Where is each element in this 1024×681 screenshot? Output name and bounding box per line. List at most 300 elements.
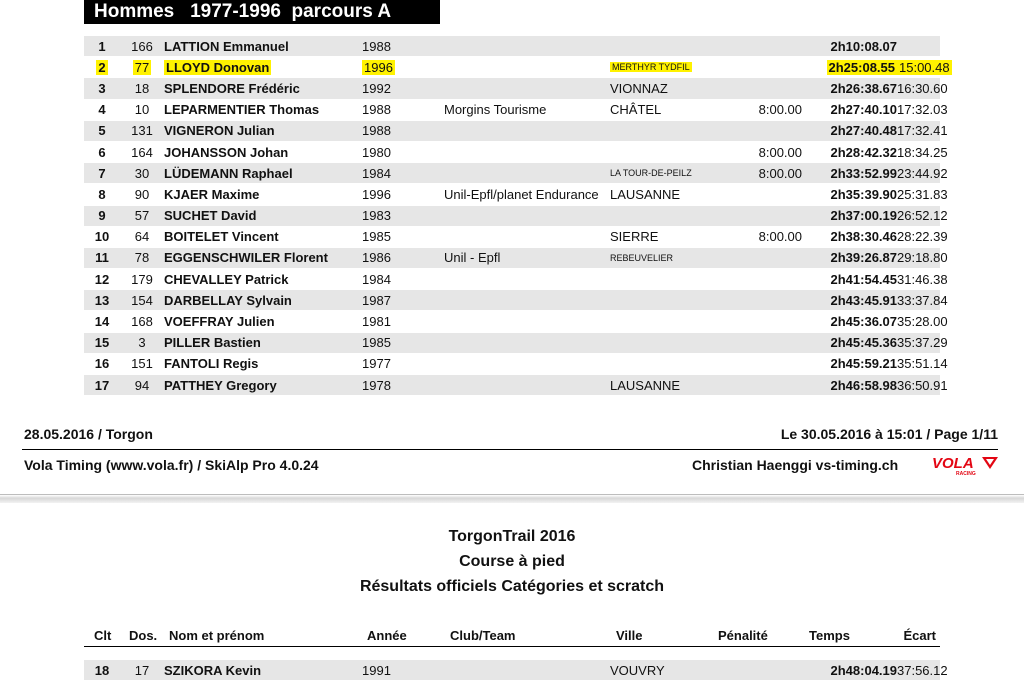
footer-date-place: 28.05.2016 / Torgon (24, 426, 153, 442)
header-rank: Clt (94, 628, 112, 643)
cell-year (362, 290, 444, 311)
cell-club-text: Unil-Epfl/planet Endurance (444, 186, 599, 202)
table-row (84, 311, 940, 332)
cell-name-text: PATTHEY Gregory (164, 377, 277, 393)
cell-gap (897, 311, 948, 332)
table-row (84, 99, 940, 120)
cell-time (802, 269, 897, 290)
cell-year-text: 1985 (362, 229, 391, 245)
cell-city (610, 660, 714, 681)
cell-year (362, 205, 444, 226)
cell-penalty (714, 141, 802, 162)
table-row (84, 247, 940, 268)
results-table (84, 36, 950, 396)
cell-city (610, 57, 714, 78)
cell-time-text: 2h48:04.19 (830, 662, 897, 678)
cell-gap (897, 36, 940, 57)
cell-name (164, 247, 362, 268)
cell-rank-text: 3 (98, 80, 106, 96)
cell-name-text: VOEFFRAY Julien (164, 314, 275, 330)
cell-year (362, 311, 444, 332)
cell-gap-text: 18:34.25 (897, 144, 948, 160)
cell-name-text: FANTOLI Regis (164, 356, 259, 372)
cell-time-text: 2h39:26.87 (830, 250, 897, 266)
cell-dos-text: 179 (131, 271, 153, 287)
cell-name (164, 269, 362, 290)
cell-club (444, 226, 610, 247)
cell-penalty (714, 184, 802, 205)
cell-dos (120, 163, 164, 184)
cell-rank (84, 311, 120, 332)
cell-city (610, 290, 714, 311)
cell-rank-text: 13 (94, 292, 110, 308)
header-time: Temps (809, 628, 850, 643)
cell-gap-text: 16:30.60 (897, 80, 948, 96)
cell-name-text: BOITELET Vincent (164, 229, 279, 245)
cell-dos (120, 99, 164, 120)
cell-dos-text: 17 (134, 662, 150, 678)
cell-gap-text: 36:50.91 (897, 377, 948, 393)
cell-city (610, 36, 714, 57)
cell-city (610, 269, 714, 290)
cell-gap (897, 99, 948, 120)
category-banner: Hommes 1977-1996 parcours A (84, 0, 440, 24)
cell-year (362, 247, 444, 268)
cell-penalty-text: 8:00.00 (758, 102, 802, 118)
cell-penalty (714, 36, 802, 57)
cell-time (802, 141, 897, 162)
vola-logo (930, 454, 1000, 476)
cell-city-text: LAUSANNE (610, 377, 681, 393)
cell-gap-text: 17:32.41 (897, 123, 948, 139)
cell-year (362, 163, 444, 184)
cell-rank (84, 120, 120, 141)
cell-name (164, 141, 362, 162)
cell-time-text: 2h26:38.67 (830, 80, 897, 96)
cell-penalty (714, 375, 802, 396)
cell-year-text: 1977 (362, 356, 391, 372)
cell-name (164, 332, 362, 353)
cell-gap (897, 332, 948, 353)
cell-club-text: Morgins Tourisme (444, 102, 547, 118)
cell-club-text: Unil - Epfl (444, 250, 501, 266)
cell-rank (84, 226, 120, 247)
cell-rank (84, 36, 120, 57)
cell-dos (120, 205, 164, 226)
cell-time-text: 2h45:36.07 (830, 314, 897, 330)
cell-dos-text: 131 (131, 123, 153, 139)
cell-name (164, 353, 362, 374)
cell-city-text: REBEUVELIER (610, 252, 674, 263)
cell-club (444, 375, 610, 396)
cell-gap-text: 15:00.48 (899, 59, 950, 75)
cell-club (444, 269, 610, 290)
cell-rank-text: 7 (98, 165, 106, 181)
cell-dos-text: 10 (134, 102, 150, 118)
cell-rank-text: 2 (98, 59, 106, 75)
cell-gap (897, 226, 948, 247)
footer-rule (22, 449, 998, 450)
cell-rank-text: 16 (94, 356, 110, 372)
cell-rank-text: 14 (94, 314, 110, 330)
cell-time-text: 2h43:45.91 (830, 292, 897, 308)
cell-rank-text: 4 (98, 102, 106, 118)
cell-time (802, 290, 897, 311)
column-headers (84, 628, 940, 647)
cell-gap (897, 660, 948, 681)
cell-year-text: 1986 (362, 250, 391, 266)
cell-time (802, 660, 897, 681)
cell-name-text: EGGENSCHWILER Florent (164, 250, 328, 266)
header-penalty: Pénalité (718, 628, 768, 643)
cell-time-text: 2h45:59.21 (830, 356, 897, 372)
cell-year-text: 1984 (362, 271, 391, 287)
cell-gap-text: 33:37.84 (897, 292, 948, 308)
header-club: Club/Team (450, 628, 516, 643)
cell-city-text: MERTHYR TYDFIL (612, 62, 690, 73)
cell-penalty-text: 8:00.00 (758, 229, 802, 245)
cell-dos (120, 660, 164, 681)
cell-name-text: LATTION Emmanuel (164, 38, 289, 54)
cell-time (802, 247, 897, 268)
cell-dos (120, 353, 164, 374)
cell-city-text: CHÂTEL (610, 102, 662, 118)
cell-name (164, 226, 362, 247)
cell-club (444, 311, 610, 332)
cell-year-text: 1992 (362, 80, 391, 96)
page-separator (0, 494, 1024, 503)
cell-year-text: 1991 (362, 662, 391, 678)
cell-time-text: 2h33:52.99 (830, 165, 897, 181)
cell-name-text: KJAER Maxime (164, 186, 260, 202)
cell-name (164, 57, 362, 78)
cell-time (802, 78, 897, 99)
cell-city-text: VOUVRY (610, 662, 665, 678)
cell-dos-text: 3 (138, 335, 146, 351)
cell-year (362, 99, 444, 120)
cell-dos-text: 64 (134, 229, 150, 245)
table-row (84, 163, 940, 184)
table-row (84, 375, 940, 396)
cell-club (444, 353, 610, 374)
cell-name-text: SZIKORA Kevin (164, 662, 262, 678)
cell-gap (897, 120, 948, 141)
cell-dos (120, 375, 164, 396)
cell-rank-text: 11 (95, 250, 109, 266)
cell-dos-text: 94 (134, 377, 150, 393)
cell-gap (897, 184, 948, 205)
cell-time (802, 99, 897, 120)
cell-gap (897, 375, 948, 396)
cell-time (802, 57, 897, 78)
cell-rank-text: 15 (94, 335, 110, 351)
header-year: Année (367, 628, 407, 643)
cell-time (802, 205, 897, 226)
cell-dos (120, 184, 164, 205)
cell-name (164, 375, 362, 396)
cell-city-text: LA TOUR-DE-PEILZ (610, 168, 692, 179)
cell-name-text: JOHANSSON Johan (164, 144, 289, 160)
cell-club (444, 290, 610, 311)
cell-city (610, 247, 714, 268)
cell-penalty (714, 205, 802, 226)
cell-year (362, 184, 444, 205)
cell-dos (120, 78, 164, 99)
cell-rank (84, 141, 120, 162)
cell-name (164, 311, 362, 332)
cell-year (362, 269, 444, 290)
cell-time-text: 2h27:40.10 (830, 102, 897, 118)
cell-time (802, 332, 897, 353)
table-row (84, 36, 940, 57)
cell-gap-text: 35:51.14 (897, 356, 948, 372)
cell-time (802, 36, 897, 57)
cell-year-text: 1996 (364, 59, 393, 75)
cell-gap (897, 141, 948, 162)
cell-rank (84, 205, 120, 226)
cell-dos (120, 226, 164, 247)
cell-penalty (714, 226, 802, 247)
cell-time (802, 311, 897, 332)
cell-time-text: 2h28:42.32 (830, 144, 897, 160)
cell-dos (120, 120, 164, 141)
cell-gap-text: 29:18.80 (897, 250, 948, 266)
cell-penalty (714, 120, 802, 141)
cell-club (444, 247, 610, 268)
cell-city-text: SIERRE (610, 229, 659, 245)
table-row (84, 78, 940, 99)
cell-name (164, 99, 362, 120)
cell-rank (84, 269, 120, 290)
cell-club (444, 332, 610, 353)
vola-logo-sub: RACING (956, 471, 976, 477)
cell-time-text: 2h25:08.55 (828, 59, 895, 75)
cell-year-text: 1978 (362, 377, 391, 393)
cell-rank (84, 57, 120, 78)
cell-gap (897, 290, 948, 311)
doc-heading: Résultats officiels Catégories et scratch (359, 578, 665, 595)
cell-club (444, 120, 610, 141)
cell-city (610, 184, 714, 205)
table-row (84, 332, 940, 353)
cell-name (164, 163, 362, 184)
table-row (84, 269, 940, 290)
cell-time-text: 2h46:58.98 (830, 377, 897, 393)
cell-rank (84, 353, 120, 374)
cell-club (444, 660, 610, 681)
cell-year-text: 1988 (362, 123, 391, 139)
cell-rank-text: 12 (94, 271, 110, 287)
cell-year (362, 375, 444, 396)
table-row (84, 120, 940, 141)
cell-dos-text: 154 (131, 292, 153, 308)
cell-city (610, 120, 714, 141)
cell-rank-text: 18 (94, 662, 110, 678)
cell-club (444, 99, 610, 120)
cell-year (362, 226, 444, 247)
cell-gap (897, 269, 948, 290)
cell-club (444, 163, 610, 184)
cell-name-text: SUCHET David (164, 208, 257, 224)
cell-rank (84, 78, 120, 99)
cell-dos (120, 36, 164, 57)
cell-dos-text: 18 (134, 80, 150, 96)
cell-gap (897, 57, 950, 78)
cell-dos-text: 30 (134, 165, 150, 181)
header-city: Ville (616, 628, 643, 643)
cell-year-text: 1980 (362, 144, 391, 160)
cell-penalty (714, 78, 802, 99)
cell-penalty (714, 660, 802, 681)
cell-rank (84, 163, 120, 184)
cell-name (164, 660, 362, 681)
cell-penalty (714, 247, 802, 268)
cell-club (444, 36, 610, 57)
cell-name (164, 184, 362, 205)
cell-dos-text: 78 (134, 250, 150, 266)
cell-name-text: SPLENDORE Frédéric (164, 80, 300, 96)
cell-time (802, 375, 897, 396)
cell-penalty (714, 163, 802, 184)
cell-dos (120, 290, 164, 311)
cell-gap-text: 25:31.83 (897, 186, 948, 202)
cell-club (444, 78, 610, 99)
cell-rank-text: 9 (98, 208, 106, 224)
cell-time-text: 2h37:00.19 (830, 208, 897, 224)
cell-year (362, 141, 444, 162)
cell-club (444, 57, 610, 78)
cell-dos (120, 269, 164, 290)
footer-software: Vola Timing (www.vola.fr) / SkiAlp Pro 4.0.24 (24, 457, 319, 473)
cell-city (610, 78, 714, 99)
cell-year (362, 36, 444, 57)
footer-operator: Christian Haenggi vs-timing.ch (692, 457, 899, 473)
cell-rank-text: 8 (98, 186, 106, 202)
results-table-next (84, 660, 948, 681)
cell-rank (84, 184, 120, 205)
cell-year (362, 660, 444, 681)
doc-title: TorgonTrail 2016 (448, 528, 576, 545)
cell-gap-text: 17:32.03 (897, 102, 948, 118)
cell-time (802, 226, 897, 247)
cell-gap-text: 26:52.12 (897, 208, 948, 224)
cell-name (164, 78, 362, 99)
cell-city (610, 163, 714, 184)
cell-city (610, 332, 714, 353)
cell-city (610, 311, 714, 332)
cell-gap-text: 31:46.38 (897, 271, 948, 287)
cell-name-text: LÜDEMANN Raphael (164, 165, 293, 181)
cell-name-text: LLOYD Donovan (166, 59, 270, 75)
cell-year (362, 120, 444, 141)
footer-printed-page: Le 30.05.2016 à 15:01 / Page 1/11 (780, 426, 998, 442)
cell-time-text: 2h27:40.48 (830, 123, 897, 139)
cell-gap (897, 163, 948, 184)
cell-penalty (714, 332, 802, 353)
cell-city (610, 353, 714, 374)
cell-gap-text: 35:28.00 (897, 314, 948, 330)
cell-dos-text: 57 (134, 208, 150, 224)
cell-year-text: 1984 (362, 165, 391, 181)
cell-rank-text: 5 (98, 123, 106, 139)
cell-year (362, 332, 444, 353)
cell-year-text: 1987 (362, 292, 391, 308)
vola-logo-text: VOLA (932, 455, 974, 472)
cell-year (362, 353, 444, 374)
cell-gap-text: 37:56.12 (897, 662, 948, 678)
table-row (84, 226, 940, 247)
table-row (84, 57, 940, 78)
cell-rank (84, 290, 120, 311)
cell-name-text: CHEVALLEY Patrick (164, 271, 289, 287)
cell-dos-text: 90 (134, 186, 150, 202)
cell-city (610, 141, 714, 162)
cell-time-text: 2h41:54.45 (830, 271, 897, 287)
cell-penalty (714, 353, 802, 374)
cell-name (164, 36, 362, 57)
cell-rank (84, 332, 120, 353)
cell-club (444, 205, 610, 226)
cell-gap (897, 353, 948, 374)
cell-year-text: 1988 (362, 38, 391, 54)
cell-name (164, 205, 362, 226)
cell-time-text: 2h35:39.90 (830, 186, 897, 202)
cell-dos-text: 151 (131, 356, 153, 372)
cell-penalty (714, 269, 802, 290)
cell-city-text: LAUSANNE (610, 186, 681, 202)
cell-city (610, 226, 714, 247)
cell-time (802, 163, 897, 184)
cell-gap (897, 205, 948, 226)
cell-city (610, 375, 714, 396)
cell-name-text: PILLER Bastien (164, 335, 261, 351)
table-row (84, 660, 940, 681)
doc-subtitle: Course à pied (459, 553, 565, 570)
cell-name-text: DARBELLAY Sylvain (164, 292, 292, 308)
cell-penalty-text: 8:00.00 (758, 144, 802, 160)
cell-dos (120, 57, 164, 78)
cell-time (802, 120, 897, 141)
cell-time (802, 353, 897, 374)
header-gap: Écart (903, 628, 936, 643)
cell-name (164, 120, 362, 141)
table-row (84, 184, 940, 205)
cell-year (362, 78, 444, 99)
cell-gap (897, 247, 948, 268)
cell-year-text: 1983 (362, 208, 391, 224)
header-dos: Dos. (129, 628, 158, 643)
table-row (84, 141, 940, 162)
cell-city-text: VIONNAZ (610, 80, 668, 96)
cell-name (164, 290, 362, 311)
cell-penalty-text: 8:00.00 (758, 165, 802, 181)
cell-penalty (714, 290, 802, 311)
cell-dos-text: 166 (131, 38, 153, 54)
cell-penalty (714, 311, 802, 332)
cell-year-text: 1996 (362, 186, 391, 202)
cell-gap-text: 23:44.92 (897, 165, 948, 181)
cell-club (444, 184, 610, 205)
table-row (84, 205, 940, 226)
cell-rank (84, 247, 120, 268)
cell-gap-text: 28:22.39 (897, 229, 948, 245)
cell-rank-text: 10 (94, 229, 110, 245)
cell-dos (120, 141, 164, 162)
header-name: Nom et prénom (169, 628, 265, 643)
cell-rank (84, 99, 120, 120)
table-row (84, 353, 940, 374)
cell-dos (120, 311, 164, 332)
